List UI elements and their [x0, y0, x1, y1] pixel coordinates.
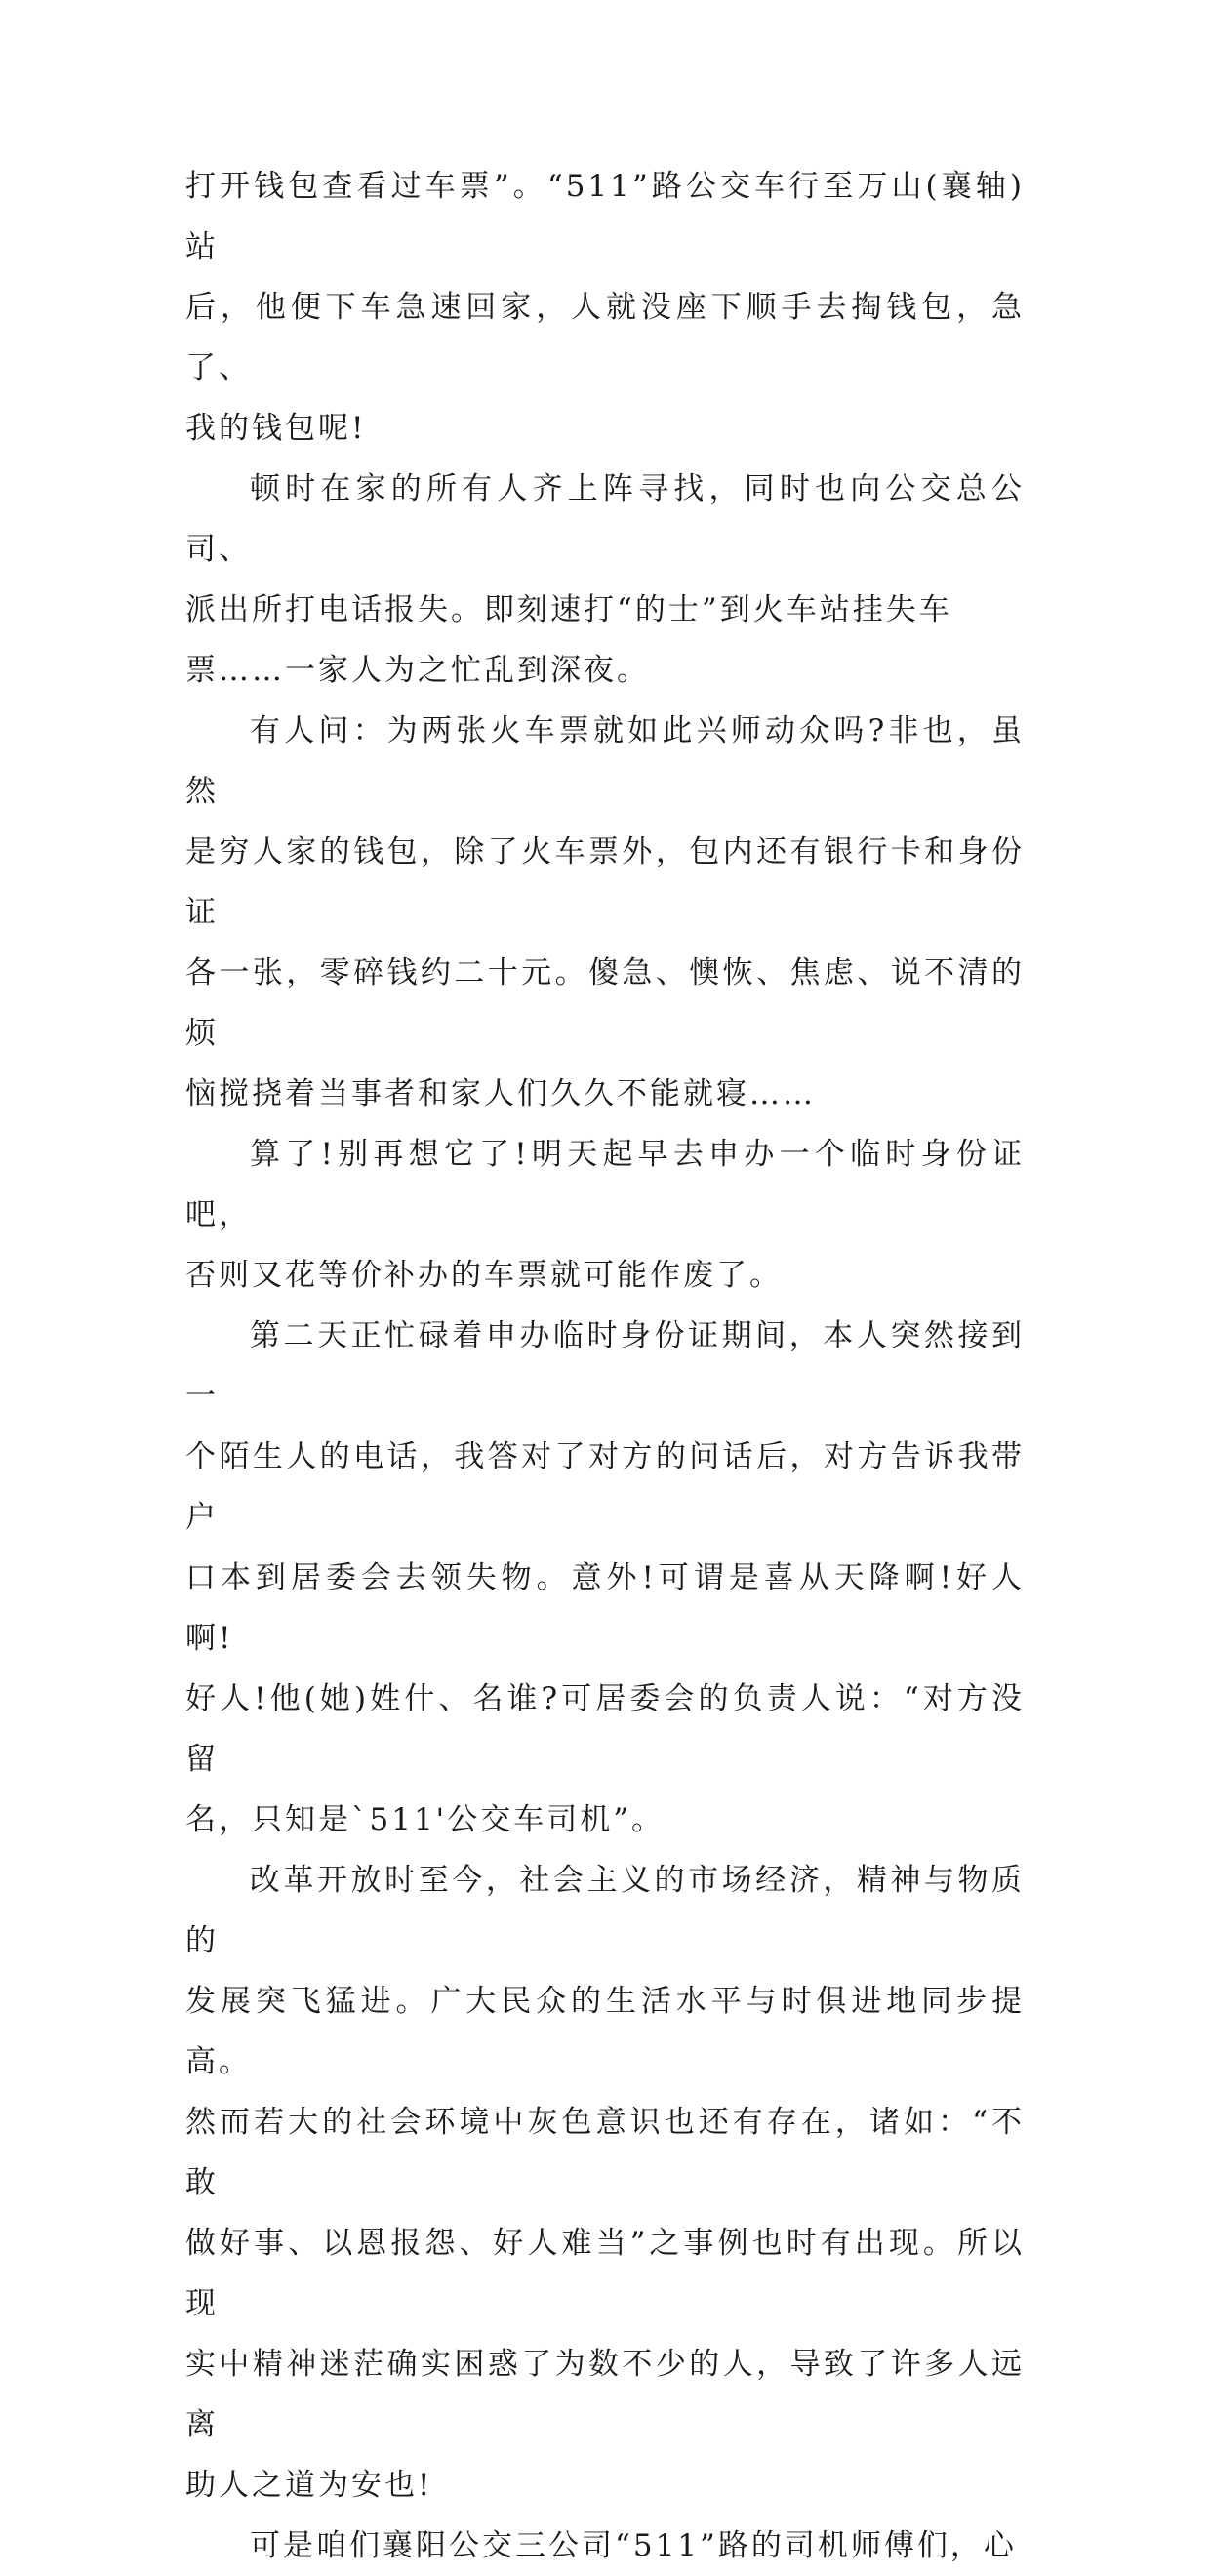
paragraph-4	[185, 1124, 1025, 1306]
text-line: 口本到居委会去领失物。意外!可谓是喜从天降啊!好人啊!	[185, 1560, 1025, 1656]
text-line: 打开钱包查看过车票”。“511”路公交车行至万山(襄轴)站	[185, 169, 1025, 264]
text-line: 然而若大的社会环境中灰色意识也还有存在，诸如：“不敢	[185, 2105, 1025, 2200]
paragraph-1	[185, 156, 1025, 459]
text-line: 好人!他(她)姓什、名谁?可居委会的负责人说：“对方没留	[185, 1681, 1025, 1777]
text-line: 否则又花等价补办的车票就可能作废了。	[185, 1258, 783, 1293]
text-line: 个陌生人的电话，我答对了对方的问话后，对方告诉我带户	[185, 1439, 1025, 1535]
text-line: 是穷人家的钱包，除了火车票外，包内还有银行卡和身份证	[185, 834, 1025, 930]
text-line: 发展突飞猛进。广大民众的生活水平与时俱进地同步提高。	[185, 1984, 1025, 2079]
text-line: 恼搅挠着当事者和家人们久久不能就寝……	[185, 1076, 816, 1111]
text-line: 顿时在家的所有人齐上阵寻找，同时也向公交总公司、	[185, 471, 1025, 567]
paragraph-7	[185, 2516, 1025, 2576]
text-line: 各一张，零碎钱约二十元。傻急、懊恢、焦虑、说不清的烦	[185, 955, 1025, 1051]
text-line: 做好事、以恩报怨、好人难当”之事例也时有出现。所以现	[185, 2226, 1025, 2321]
text-line: 实中精神迷茫确实困惑了为数不少的人，导致了许多人远离	[185, 2347, 1025, 2442]
text-line: 后，他便下车急速回家，人就没座下顺手去掏钱包，急了、	[185, 290, 1025, 385]
text-line: 可是咱们襄阳公交三公司“511”路的司机师傅们，心	[250, 2528, 1017, 2563]
paragraph-3	[185, 701, 1025, 1124]
paragraph-6	[185, 1850, 1025, 2516]
text-line: 派出所打电话报失。即刻速打“的士”到火车站挂失车	[185, 592, 952, 627]
paragraph-5	[185, 1306, 1025, 1850]
text-line: 票……一家人为之忙乱到深夜。	[185, 653, 650, 688]
text-line: 我的钱包呢!	[185, 411, 367, 446]
text-line: 助人之道为安也!	[185, 2468, 433, 2503]
text-line: 第二天正忙碌着申办临时身份证期间，本人突然接到一	[185, 1318, 1025, 1414]
paragraph-2	[185, 459, 1025, 701]
text-line: 名，只知是`511'公交车司机”。	[185, 1802, 666, 1837]
text-line: 算了!别再想它了!明天起早去申办一个临时身份证吧，	[185, 1137, 1025, 1232]
text-line: 改革开放时至今，社会主义的市场经济，精神与物质的	[185, 1863, 1025, 1958]
document-body	[185, 156, 1025, 2576]
text-line: 有人问：为两张火车票就如此兴师动众吗?非也，虽然	[185, 713, 1025, 809]
